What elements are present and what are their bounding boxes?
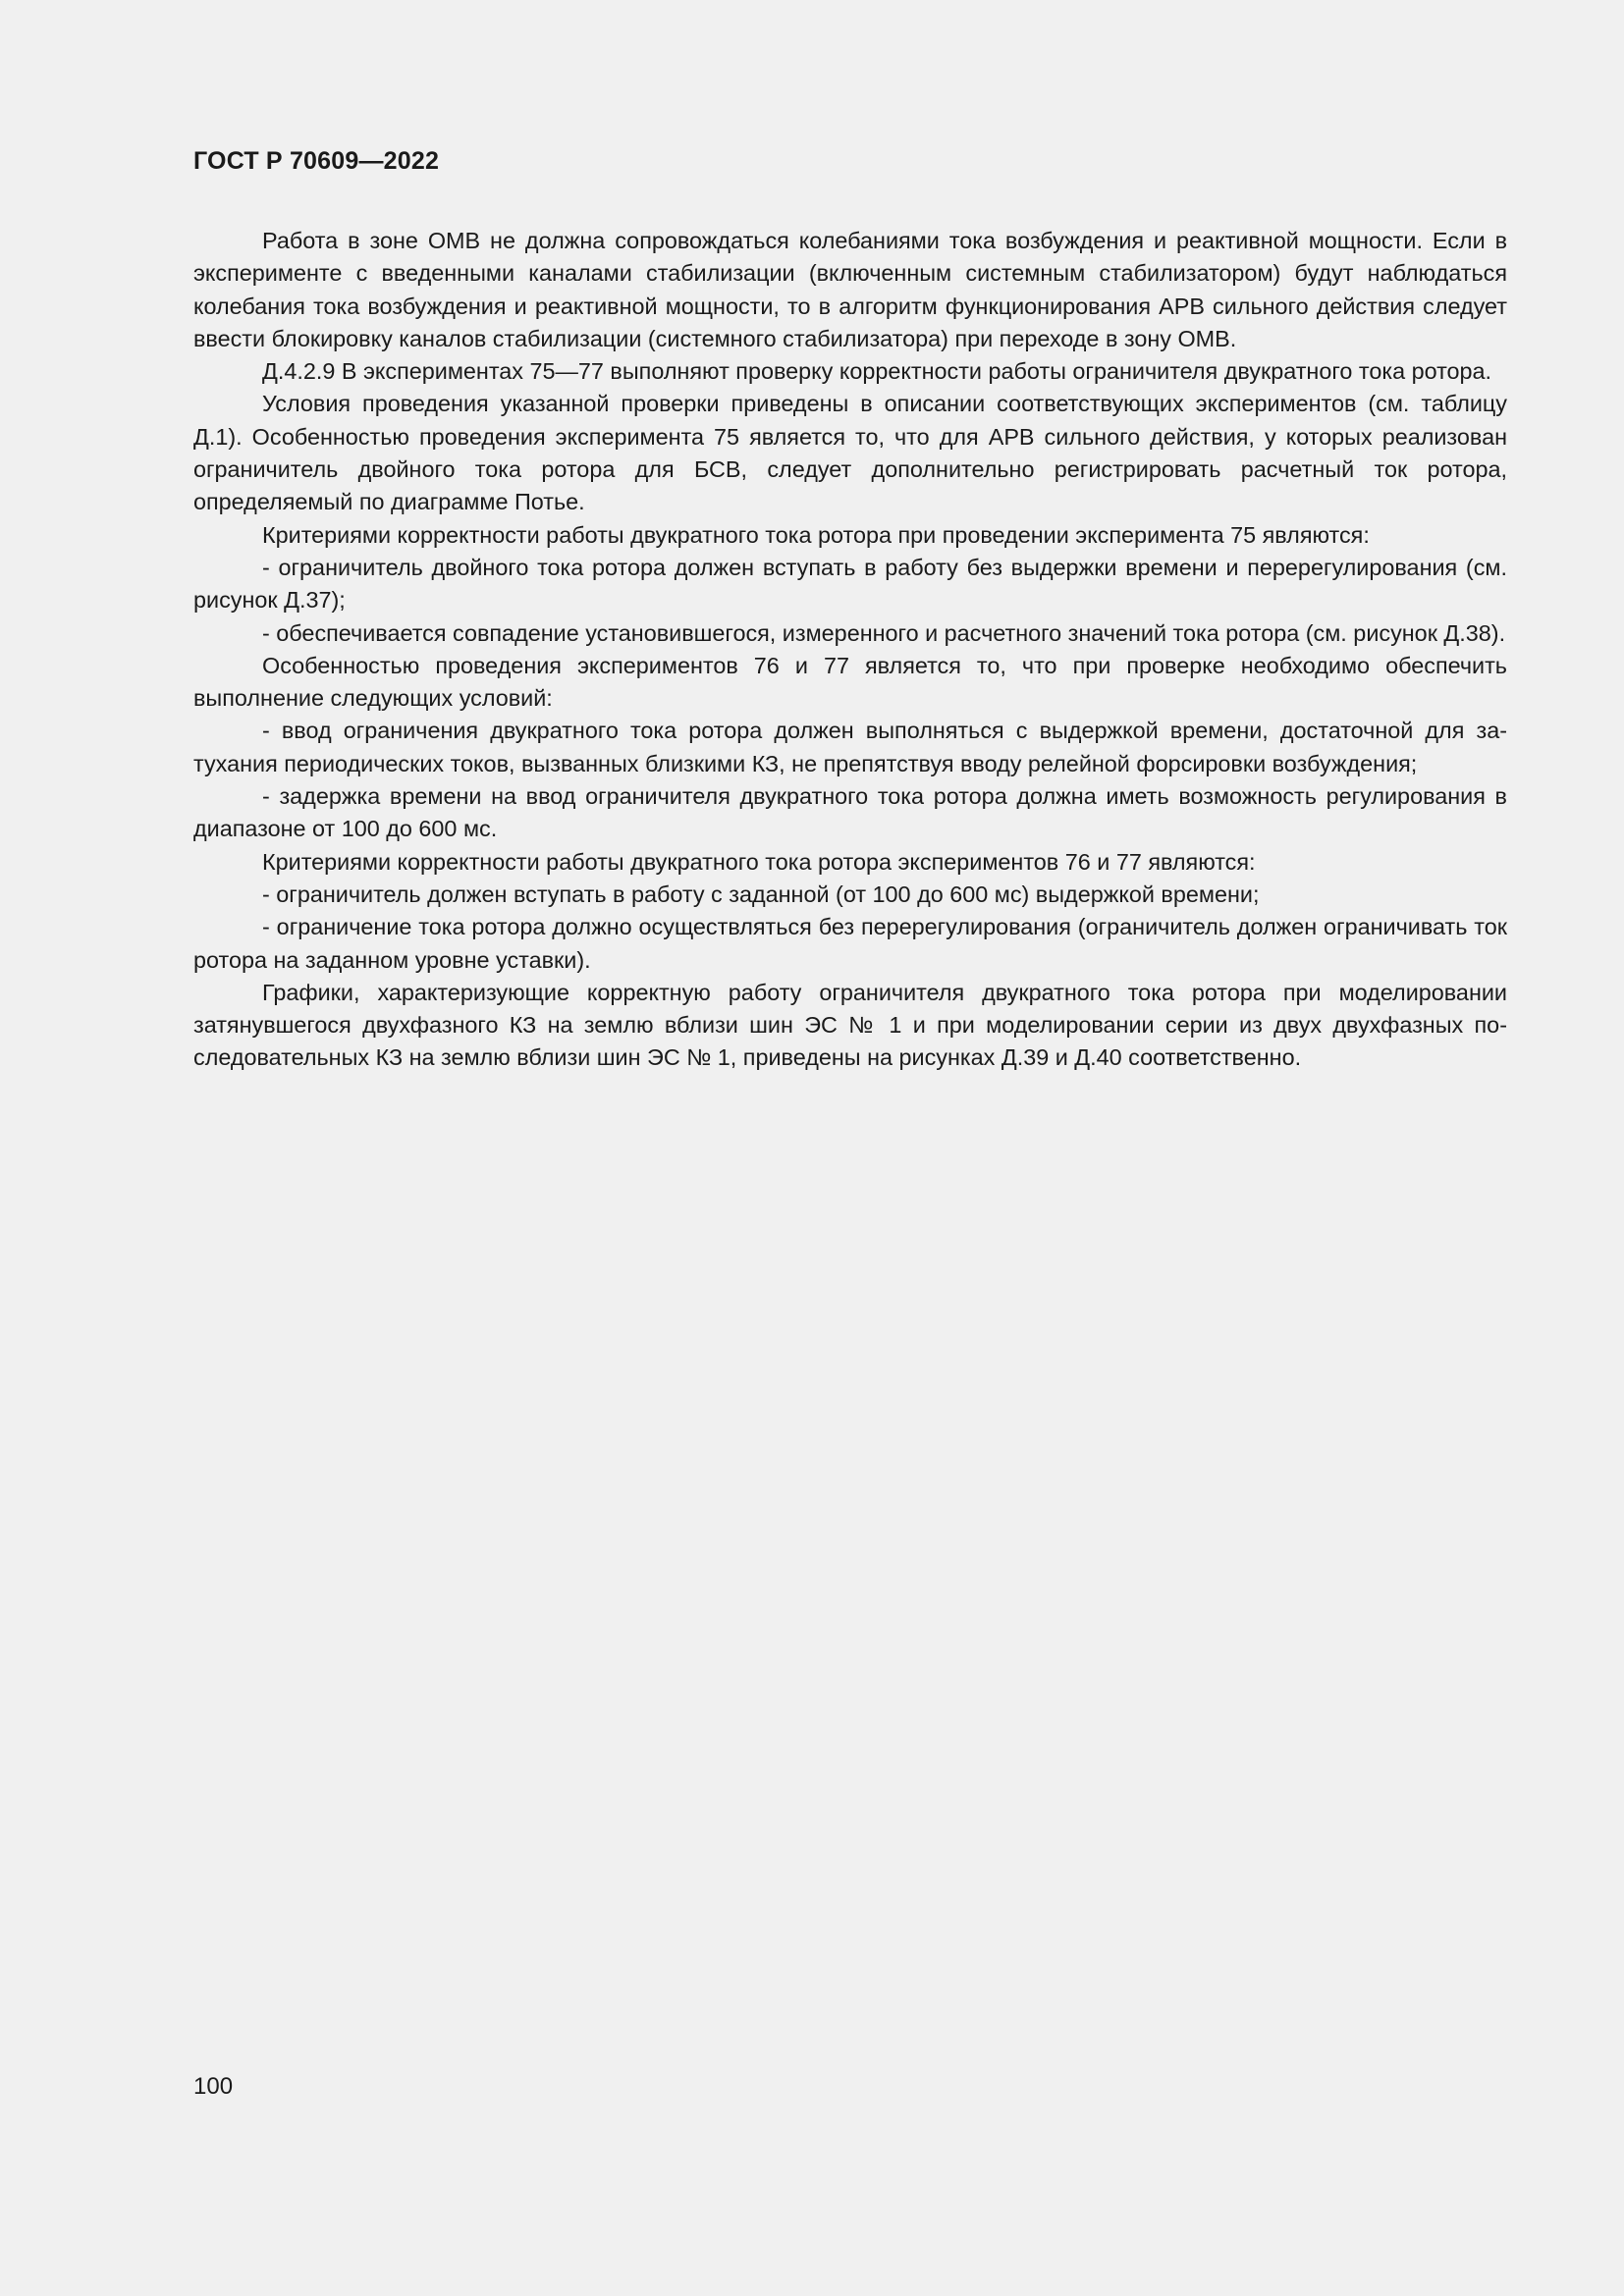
document-body [193, 225, 1507, 1075]
document-code-header: ГОСТ Р 70609—2022 [193, 147, 440, 175]
paragraph: Критериями корректности работы двукратного тока ротора экспериментов 76 и 77 являются: [262, 848, 1256, 875]
paragraph: Работа в зоне ОМВ не должна сопровождаться колебаниями тока возбуждения и реактивной мощности. Если в эксперименте с введенными каналами стабилизации (включенным системным стабилизатором) будут наблюдаться колебания тока возбуждения и реактивной мощности, то в алгоритм функционирования АРВ сильного действия следует ввести блокировку каналов стабилизации (системного стабилизатора) при переходе в зону ОМВ. [193, 228, 1507, 351]
list-item: - задержка времени на ввод ограничителя двукратного тока ротора должна иметь возможность регулирования в диапазоне от 100 до 600 мс. [193, 783, 1507, 842]
list-item: - обеспечивается совпадение установившегося, измеренного и расчетного значений тока ротора (см. рисунок Д.38). [262, 619, 1506, 646]
paragraph: Графики, характеризующие корректную работу ограничителя двукратного тока ротора при моделировании затянувшегося двухфазного КЗ на землю вблизи шин ЭС № 1 и при моделировании серии из двух двухфазных последовательных КЗ на землю вблизи шин ЭС № 1, приведены на рисунках Д.39 и Д.40 соответственно. [193, 979, 1507, 1071]
paragraph: Особенностью проведения экспериментов 76 и 77 является то, что при проверке необходимо обеспечить выполнение следующих условий: [193, 652, 1507, 712]
page-number: 100 [193, 2073, 234, 2100]
paragraph: Условия проведения указанной проверки приведены в описании соответствующих экспериментов (см. таблицу Д.1). Особенностью проведения эксперимента 75 является то, что для АРВ сильного действия, у которых реализован ограничитель двойного тока ротора для БСВ, следует дополнительно регистрировать расчетный ток ротора, определяемый по диаграмме Потье. [193, 391, 1507, 515]
list-item: - ввод ограничения двукратного тока ротора должен выполняться с выдержкой времени, достаточной для затухания периодических токов, вызванных близкими КЗ, не препятствуя вводу релейной форсировки возбуждения; [193, 718, 1507, 776]
list-item: - ограничение тока ротора должно осуществляться без перерегулирования (ограничитель должен ограничивать ток ротора на заданном уровне уставки). [193, 914, 1507, 973]
list-item: - ограничитель двойного тока ротора должен вступать в работу без выдержки времени и перерегулирования (см. рисунок Д.37); [193, 554, 1507, 614]
list-item: - ограничитель должен вступать в работу с заданной (от 100 до 600 мс) выдержкой времени; [262, 881, 1260, 907]
paragraph: Д.4.2.9 В экспериментах 75—77 выполняют проверку корректности работы ограничителя двукратного тока ротора. [262, 358, 1492, 385]
paragraph: Критериями корректности работы двукратного тока ротора при проведении эксперимента 75 являются: [262, 521, 1370, 548]
